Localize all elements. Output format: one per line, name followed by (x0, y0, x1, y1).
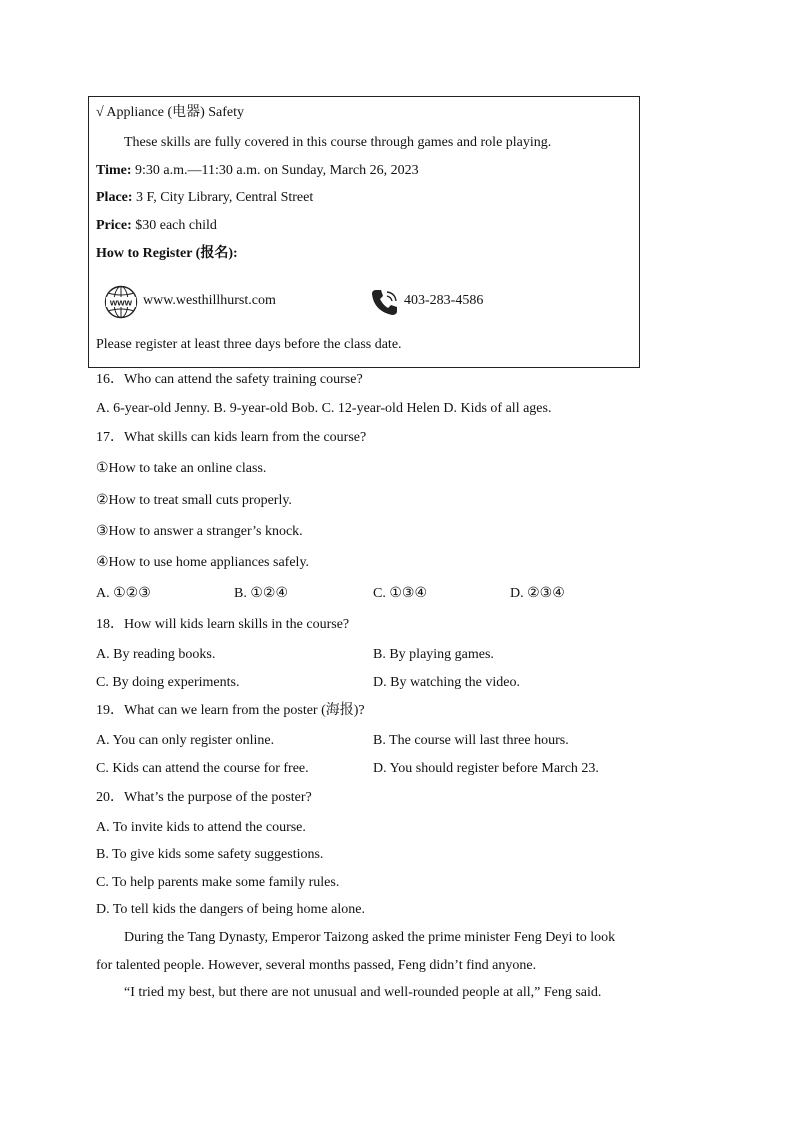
q17-item: ①How to take an online class. (96, 461, 267, 476)
place-value: 3 F, City Library, Central Street (136, 190, 314, 205)
q17-option-d: D. ②③④ (510, 586, 565, 601)
price-row (96, 217, 217, 235)
q19-option-c: C. Kids can attend the course for free. (96, 761, 309, 776)
phone-number: 403-283-4586 (404, 293, 484, 308)
globe-icon (104, 285, 138, 319)
q18-option-a: A. By reading books. (96, 647, 216, 662)
appliance-line: √ Appliance (电器) Safety (96, 105, 245, 120)
q17-option-a: A. ①②③ (96, 586, 151, 601)
register-heading: How to Register (报名): (96, 246, 238, 261)
q18-option-d: D. By watching the video. (373, 675, 520, 690)
q18-option-c: C. By doing experiments. (96, 675, 240, 690)
place-row (96, 189, 313, 207)
q20-option-b: B. To give kids some safety suggestions. (96, 847, 324, 862)
q18-option-b: B. By playing games. (373, 647, 494, 662)
time-row (96, 162, 419, 180)
place-label: Place: (96, 190, 133, 205)
skills-line: These skills are fully covered in this course through games and role playing. (124, 135, 552, 150)
phone-icon (370, 287, 400, 317)
passage-line: “I tried my best, but there are not unusual and well-rounded people at all,” Feng said. (124, 985, 602, 1000)
passage-line: During the Tang Dynasty, Emperor Taizong asked the prime minister Feng Deyi to look (124, 930, 616, 945)
q17-item: ③How to answer a stranger’s knock. (96, 524, 303, 539)
q17-option-c: C. ①③④ (373, 586, 427, 601)
q19-stem: 19．What can we learn from the poster (海报)? (96, 703, 365, 718)
price-label: Price: (96, 218, 132, 233)
q17-item: ④How to use home appliances safely. (96, 555, 310, 570)
globe-icon-text: www (109, 297, 133, 309)
q20-option-c: C. To help parents make some family rules. (96, 875, 340, 890)
q16-stem: 16．Who can attend the safety training course? (96, 372, 363, 387)
price-value: $30 each child (135, 218, 217, 233)
time-value: 9:30 a.m.—11:30 a.m. on Sunday, March 26, 2023 (135, 163, 419, 178)
q17-option-b: B. ①②④ (234, 586, 288, 601)
q18-stem: 18．How will kids learn skills in the course? (96, 617, 350, 632)
q16-options: A. 6-year-old Jenny. B. 9-year-old Bob. C. 12-year-old Helen D. Kids of all ages. (96, 401, 552, 416)
q19-option-b: B. The course will last three hours. (373, 733, 569, 748)
q20-option-d: D. To tell kids the dangers of being home alone. (96, 902, 365, 917)
register-note: Please register at least three days before the class date. (96, 337, 402, 352)
q20-stem: 20．What’s the purpose of the poster? (96, 790, 312, 805)
q20-option-a: A. To invite kids to attend the course. (96, 820, 306, 835)
passage-line: for talented people. However, several months passed, Feng didn’t find anyone. (96, 958, 537, 973)
website-text: www.westhillhurst.com (143, 293, 276, 308)
time-label: Time: (96, 163, 132, 178)
q17-stem: 17．What skills can kids learn from the course? (96, 430, 367, 445)
q19-option-d: D. You should register before March 23. (373, 761, 599, 776)
q17-item: ②How to treat small cuts properly. (96, 493, 292, 508)
q19-option-a: A. You can only register online. (96, 733, 275, 748)
